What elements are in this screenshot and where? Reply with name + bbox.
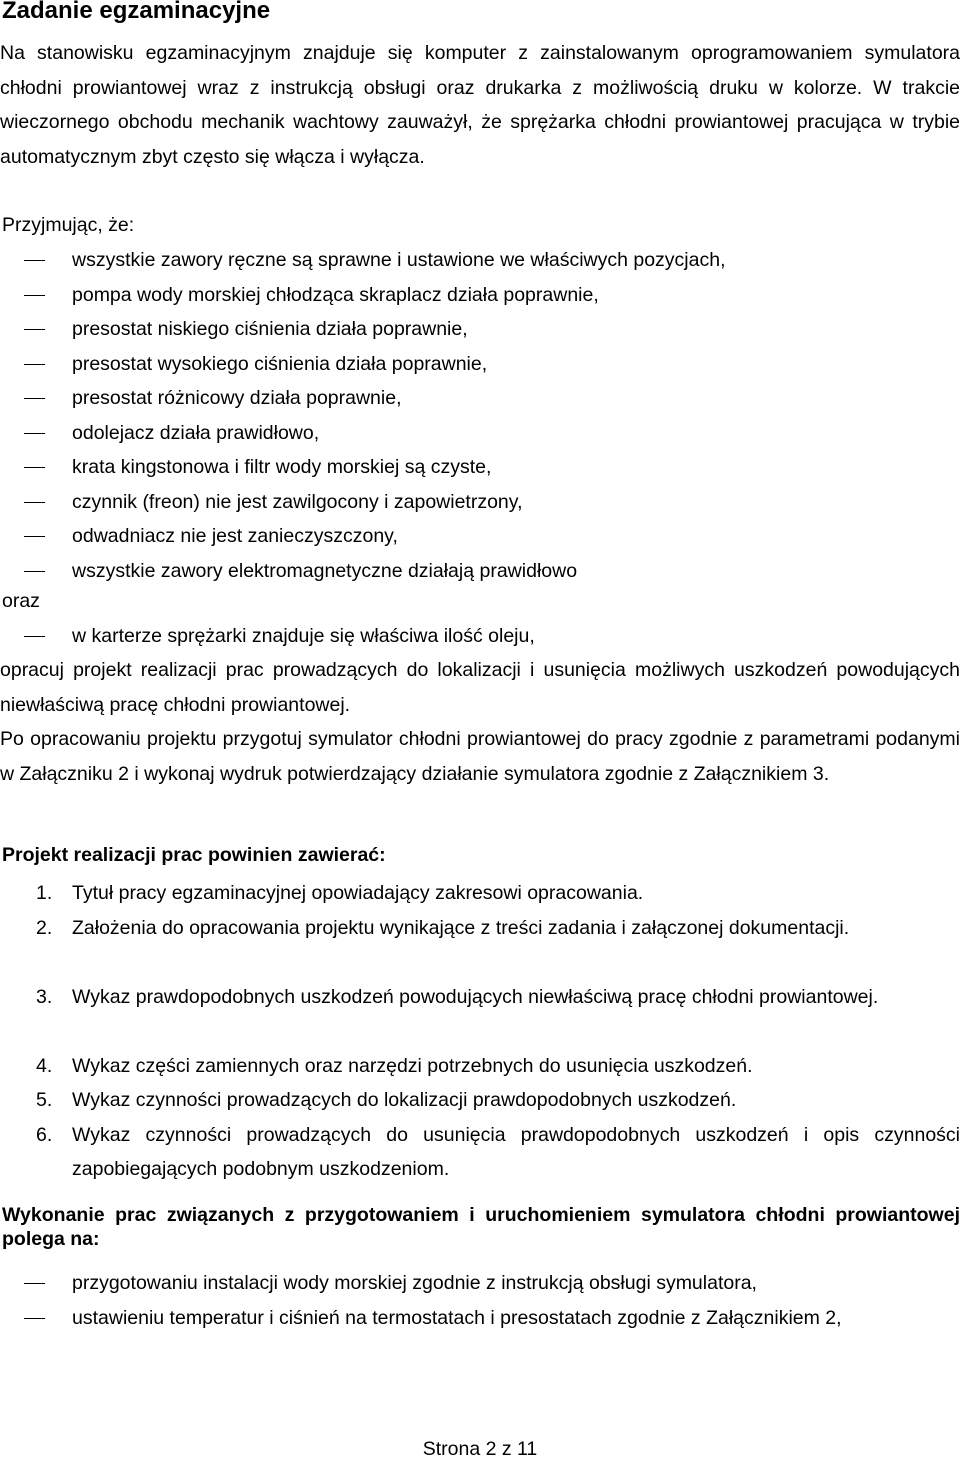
list-item: [0, 312, 960, 347]
dash-bullet: [24, 467, 45, 468]
list-item-text: Wykaz czynności prowadzących do usunięcia prawdopodobnych uszkodzeń i opis czynności zapobiegających podobnym uszkodzeniom.: [72, 1123, 960, 1180]
dash-bullet: [24, 364, 45, 365]
execution-heading: Wykonanie prac związanych z przygotowaniem i uruchomieniem symulatora chłodni prowiantowej polega na:: [2, 1204, 960, 1250]
list-item-text: odolejacz działa prawidłowo,: [72, 421, 320, 444]
list-item-text: przygotowaniu instalacji wody morskiej zgodnie z instrukcją obsługi symulatora,: [72, 1272, 757, 1294]
list-item-text: wszystkie zawory ręczne są sprawne i ustawione we właściwych pozycjach,: [72, 249, 726, 271]
list-item-text: presostat różnicowy działa poprawnie,: [72, 387, 402, 409]
list-item-text: Wykaz prawdopodobnych uszkodzeń powodujących niewłaściwą pracę chłodni prowiantowej.: [72, 985, 879, 1008]
task-paragraph: opracuj projekt realizacji prac prowadzących do lokalizacji i usunięcia możliwych uszkodzeń powodujących niewłaściwą pracę chłodni prowiantowej.: [0, 659, 960, 716]
list-item: [0, 485, 960, 520]
dash-bullet: [24, 636, 45, 637]
list-item: [0, 416, 960, 451]
dash-bullet: [24, 536, 45, 537]
project-heading: Projekt realizacji prac powinien zawierać:: [2, 844, 386, 866]
list-item: [0, 381, 960, 416]
dash-bullet: [24, 1283, 45, 1284]
list-item-text: wszystkie zawory elektromagnetyczne działają prawidłowo: [72, 559, 578, 582]
list-item-text: czynnik (freon) nie jest zawilgocony i zapowietrzony,: [72, 490, 523, 513]
list-item: [0, 278, 960, 313]
page-number-footer: Strona 2 z 11: [422, 1438, 538, 1460]
list-item-text: presostat wysokiego ciśnienia działa poprawnie,: [72, 352, 488, 375]
list-item-text: presostat niskiego ciśnienia działa poprawnie,: [72, 318, 468, 340]
list-item-number: 2.: [36, 916, 53, 939]
dash-bullet: [24, 398, 45, 399]
list-item-text: pompa wody morskiej chłodząca skraplacz działa poprawnie,: [72, 283, 599, 306]
list-item: [0, 519, 960, 554]
assumptions-label: Przyjmując, że:: [2, 214, 135, 236]
list-item-number: 1.: [36, 882, 53, 904]
list-item-number: 5.: [36, 1089, 53, 1111]
list-item: [0, 1301, 960, 1370]
intro-paragraph: Na stanowisku egzaminacyjnym znajduje się komputer z zainstalowanym oprogramowaniem symulatora chłodni prowiantowej wraz z instrukcją obsługi oraz drukarka z możliwością druku w kolorze. W trakcie wieczornego obchodu mechanik wachtowy zauważył, że sprężarka chłodni prowiantowej pracująca w trybie automatycznym zbyt często się włącza i wyłącza.: [0, 42, 960, 168]
list-item-text: krata kingstonowa i filtr wody morskiej są czyste,: [72, 456, 492, 478]
list-item: [0, 347, 960, 382]
list-item: [0, 450, 960, 485]
dash-bullet: [24, 329, 45, 330]
list-item-number: 6.: [36, 1123, 53, 1146]
after-paragraph: Po opracowaniu projektu przygotuj symulator chłodni prowiantowej do pracy zgodnie z parametrami podanymi w Załączniku 2 i wykonaj wydruk potwierdzający działanie symulatora zgodnie z Załącznikiem 3.: [0, 728, 960, 785]
list-item: [0, 619, 960, 654]
dash-bullet: [24, 502, 45, 503]
list-item-text: Tytuł pracy egzaminacyjnej opowiadający zakresowi opracowania.: [72, 882, 644, 904]
list-item-text: ustawieniu temperatur i ciśnień na termostatach i presostatach zgodnie z Załącznikiem 2,: [72, 1306, 842, 1329]
list-item-text: Wykaz czynności prowadzących do lokalizacji prawdopodobnych uszkodzeń.: [72, 1089, 737, 1111]
list-item-number: 3.: [36, 985, 53, 1008]
page-title: Zadanie egzaminacyjne: [2, 0, 271, 24]
dash-bullet: [24, 260, 45, 261]
dash-bullet: [24, 433, 45, 434]
list-item: [0, 554, 960, 589]
list-item-text: Założenia do opracowania projektu wynikające z treści zadania i załączonej dokumentacji.: [72, 916, 850, 939]
dash-bullet: [24, 1318, 45, 1319]
list-item: [0, 1266, 960, 1301]
list-item-number: 4.: [36, 1054, 53, 1077]
list-item-text: odwadniacz nie jest zanieczyszczony,: [72, 525, 398, 547]
dash-bullet: [24, 295, 45, 296]
list-item-text: w karterze sprężarki znajduje się właściwa ilość oleju,: [72, 625, 535, 647]
list-item: [0, 243, 960, 278]
oraz-label: oraz: [2, 590, 40, 612]
dash-bullet: [24, 571, 45, 572]
list-item-text: Wykaz części zamiennych oraz narzędzi potrzebnych do usunięcia uszkodzeń.: [72, 1054, 753, 1077]
